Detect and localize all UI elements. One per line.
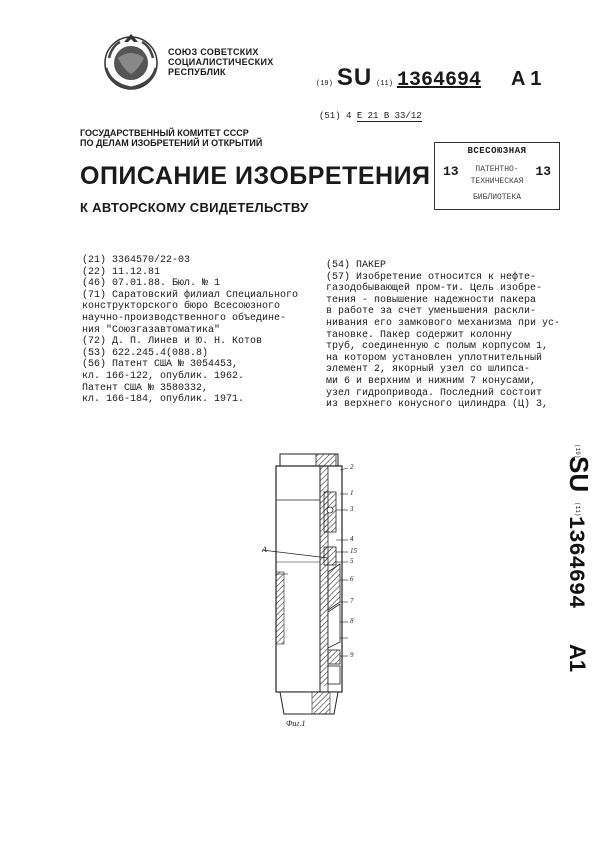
biblio-line: ния "Союзгазавтоматика" — [82, 324, 221, 336]
biblio-line: (71) Саратовский филиал Специального — [82, 289, 299, 301]
abstract-line: в работе за счет уменьшения раскли- — [326, 306, 537, 318]
abstract-line: газодобывающей пром-ти. Цель изобре- — [326, 283, 543, 295]
biblio-line: (72) Д. П. Линев и Ю. Н. Котов — [82, 336, 263, 348]
stamp-line: БИБЛИОТЕКА — [472, 193, 521, 202]
biblio-line: Патент США № 3580332, — [82, 382, 209, 394]
abstract-line: тановке. Пакер содержит колонну — [326, 329, 513, 341]
side-country-code: SU — [564, 456, 594, 493]
biblio-line: (22) 11.12.81 — [82, 266, 161, 278]
abstract-line: нивания его замкового механизма при ус- — [326, 317, 561, 329]
biblio-line: кл. 166-184, опублик. 1971. — [82, 394, 245, 406]
committee-name — [80, 128, 262, 148]
inid-code-11: (11) — [376, 80, 393, 88]
stamp-number-right: 13 — [535, 164, 551, 179]
patent-number: 1364694 — [396, 69, 481, 92]
ussr-emblem-icon — [100, 30, 162, 92]
stamp-line: ТЕХНИЧЕСКАЯ — [470, 177, 524, 186]
issuer-line: СОЦИАЛИСТИЧЕСКИХ — [168, 57, 274, 67]
document-subtitle: К АВТОРСКОМУ СВИДЕТЕЛЬСТВУ — [80, 200, 309, 215]
side-code-19: (19) — [574, 444, 581, 459]
figure-caption: Фиг.1 — [286, 719, 306, 728]
committee-line: ПО ДЕЛАМ ИЗОБРЕТЕНИЙ И ОТКРЫТИЙ — [80, 138, 263, 148]
issuer-line: СОЮЗ СОВЕТСКИХ — [168, 47, 259, 57]
section-label-a: A — [262, 545, 267, 554]
abstract-line: тения - повышение надежности пакера — [326, 294, 537, 306]
abstract-line: из верхнего конусного цилиндра (Ц) 3, — [326, 399, 549, 411]
part-label: 6 — [350, 575, 354, 583]
inid-code-51: (51) 4 — [319, 111, 352, 121]
abstract-line: ми 6 и верхним и нижним 7 конусами, — [326, 375, 537, 387]
side-patent-number — [548, 440, 594, 700]
abstract-line: труб, соединенную с полым корпусом 1, — [326, 341, 549, 353]
abstract-line: на котором установлен уплотнительный — [326, 352, 543, 364]
part-label: 5 — [350, 557, 354, 565]
abstract-line: элемент 2, якорный узел со шлипса- — [326, 364, 531, 376]
issuer-name — [168, 47, 274, 77]
ipc-code: E 21 B 33/12 — [356, 111, 422, 121]
library-stamp — [434, 142, 560, 210]
biblio-line: (53) 622.245.4(088.8) — [82, 347, 209, 359]
biblio-line: (46) 07.01.88. Бюл. № 1 — [82, 278, 221, 290]
abstract-line: (57) Изобретение относится к нефте- — [326, 271, 537, 283]
stamp-line: ПАТЕНТНО- — [475, 165, 519, 174]
part-label: 8 — [350, 617, 354, 625]
stamp-number-left: 13 — [443, 164, 459, 179]
biblio-line: кл. 166-122, опублик. 1962. — [82, 370, 245, 382]
part-label: 4 — [350, 535, 354, 543]
country-code: SU — [336, 64, 373, 91]
issuer-line: РЕСПУБЛИК — [168, 67, 226, 77]
inid-code-19: (19) — [316, 80, 333, 88]
part-label: 3 — [350, 505, 354, 513]
biblio-line: конструкторского бюро Всесоюзного — [82, 301, 281, 313]
part-label: 15 — [350, 547, 357, 555]
side-patent-number-text: 1364694 — [563, 516, 588, 609]
biblio-line: научно-производственного объедине- — [82, 312, 287, 324]
bibliographic-data — [82, 255, 314, 406]
abstract-line: (54) ПАКЕР — [326, 260, 387, 271]
biblio-line: (56) Патент США № 3054453, — [82, 359, 239, 371]
part-label: 2 — [350, 463, 354, 471]
part-label: 9 — [350, 651, 354, 659]
ipc-classification — [319, 111, 422, 121]
kind-code: A 1 — [510, 68, 542, 90]
committee-line: ГОСУДАРСТВЕННЫЙ КОМИТЕТ СССР — [80, 128, 249, 138]
abstract-line: узел гидропривода. Последний состоит — [326, 387, 543, 399]
side-kind-code: A1 — [565, 644, 590, 673]
stamp-title: ВСЕСОЮЗНАЯ — [467, 146, 527, 156]
biblio-line: (21) 3364570/22-03 — [82, 255, 191, 266]
abstract — [326, 260, 561, 411]
patent-header — [316, 64, 541, 92]
document-title: ОПИСАНИЕ ИЗОБРЕТЕНИЯ — [80, 162, 431, 190]
side-code-11: (11) — [574, 502, 581, 517]
part-label: 7 — [350, 597, 354, 605]
part-label: 1 — [350, 489, 354, 497]
